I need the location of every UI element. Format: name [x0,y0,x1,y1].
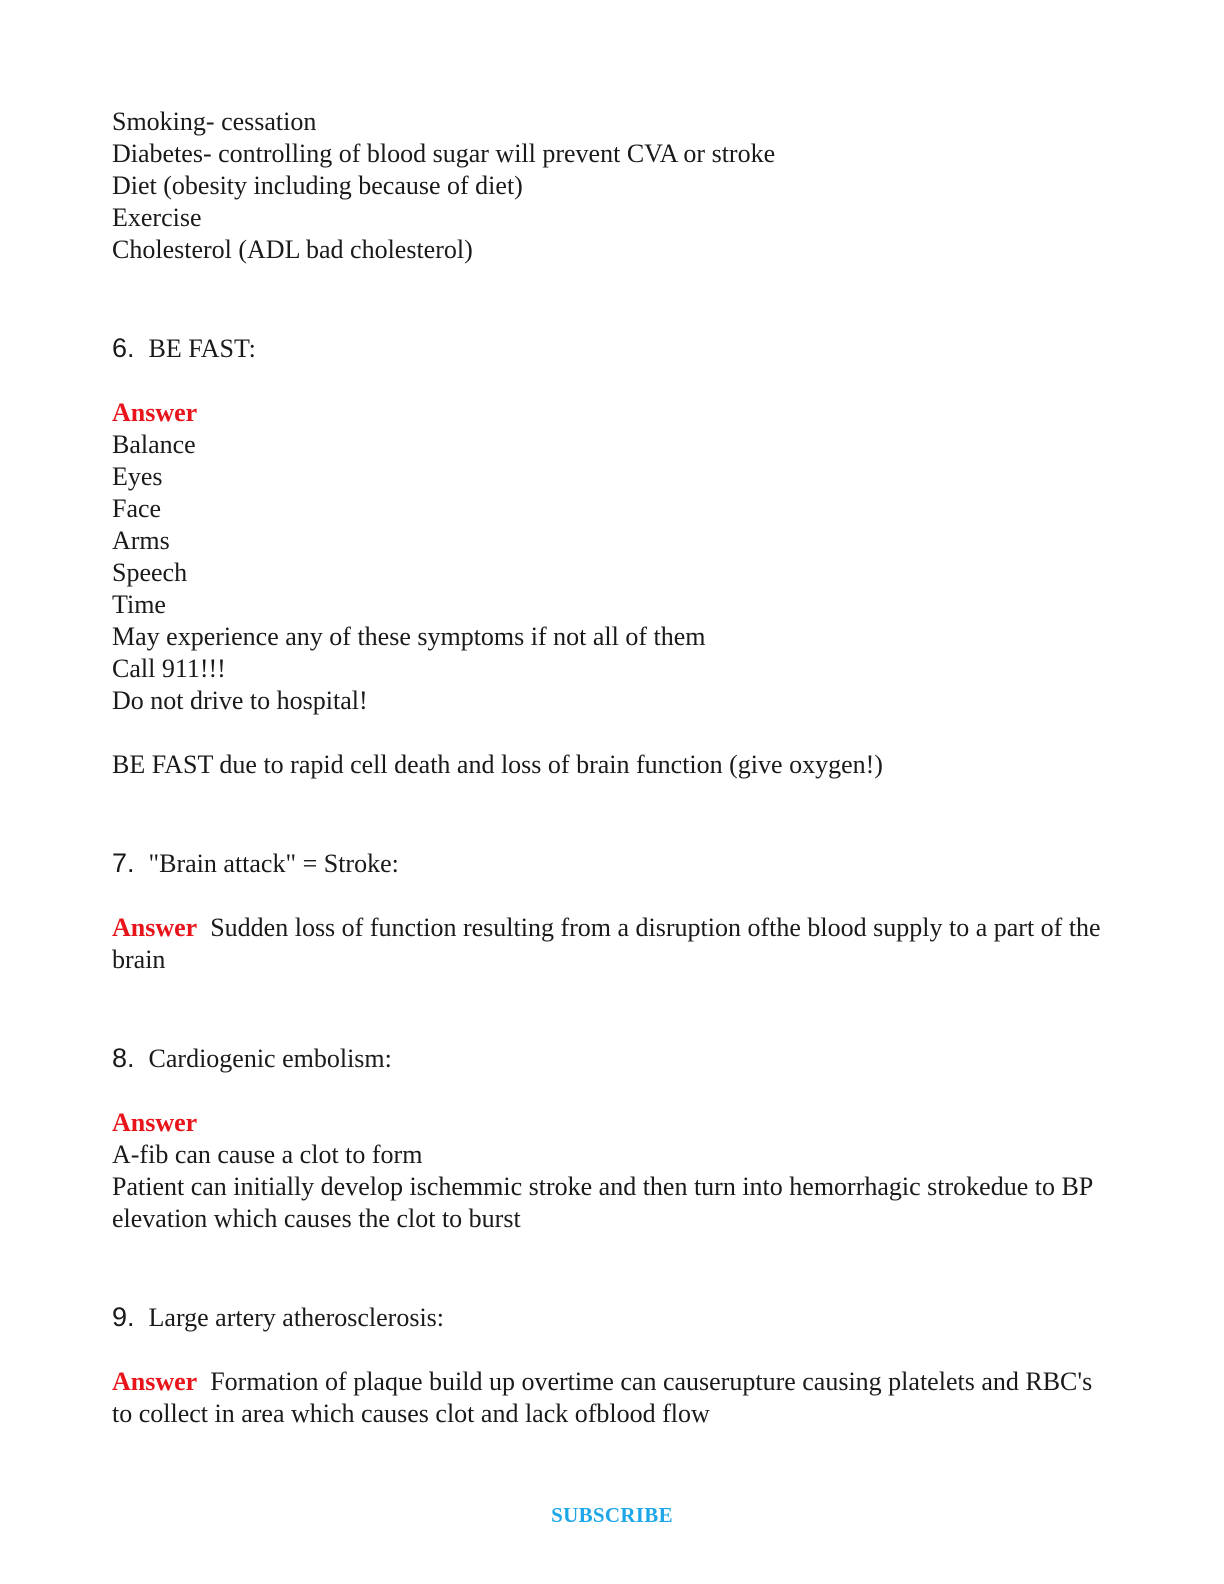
risk-factor-list [112,106,1112,266]
question-6-heading [112,332,1112,365]
risk-factor-item: Diet (obesity including because of diet) [112,171,523,200]
question-number: 8. [112,1043,135,1073]
answer-line: Patient can initially develop ischemmic stroke and then turn into hemorrhagic strokedue to BP elevation which causes the clot to burst [112,1172,1093,1233]
answer-line: Face [112,494,162,523]
question-7 [112,847,1112,976]
question-9-heading [112,1301,1112,1334]
question-9 [112,1301,1112,1430]
answer-line: Balance [112,430,196,459]
answer-line: Do not drive to hospital! [112,686,368,715]
risk-factor-item: Diabetes- controlling of blood sugar will prevent CVA or stroke [112,139,776,168]
answer-block [112,912,1112,976]
answer-line: Speech [112,558,188,587]
answer-line: A-fib can cause a clot to form [112,1140,423,1169]
question-text: BE FAST: [148,334,256,363]
question-8 [112,1042,1112,1235]
answer-note: BE FAST due to rapid cell death and loss of brain function (give oxygen!) [112,750,883,779]
question-text: Cardiogenic embolism: [148,1044,392,1073]
document-page [112,106,1112,1430]
subscribe-link[interactable]: SUBSCRIBE [551,1503,673,1527]
question-number: 7. [112,848,135,878]
answer-text: Formation of plaque build up overtime can causerupture causing platelets and RBC's to collect in area which causes clot and lack ofblood flow [112,1367,1093,1428]
answer-line: Eyes [112,462,163,491]
risk-factor-item: Exercise [112,203,202,232]
question-number: 6. [112,333,135,363]
answer-text: Sudden loss of function resulting from a disruption ofthe blood supply to a part of the brain [112,913,1101,974]
question-number: 9. [112,1302,135,1332]
question-6 [112,332,1112,781]
answer-block [112,1366,1112,1430]
answer-label: Answer [112,1108,198,1137]
question-7-heading [112,847,1112,880]
answer-line: Time [112,590,166,619]
risk-factor-item: Smoking- cessation [112,107,317,136]
question-text: "Brain attack" = Stroke: [148,849,399,878]
answer-label: Answer [112,913,198,942]
answer-line: Call 911!!! [112,654,226,683]
answer-line: Arms [112,526,170,555]
answer-label: Answer [112,1367,198,1396]
risk-factor-item: Cholesterol (ADL bad cholesterol) [112,235,473,264]
answer-label: Answer [112,398,198,427]
answer-line: May experience any of these symptoms if not all of them [112,622,706,651]
question-8-heading [112,1042,1112,1075]
question-text: Large artery atherosclerosis: [148,1303,445,1332]
